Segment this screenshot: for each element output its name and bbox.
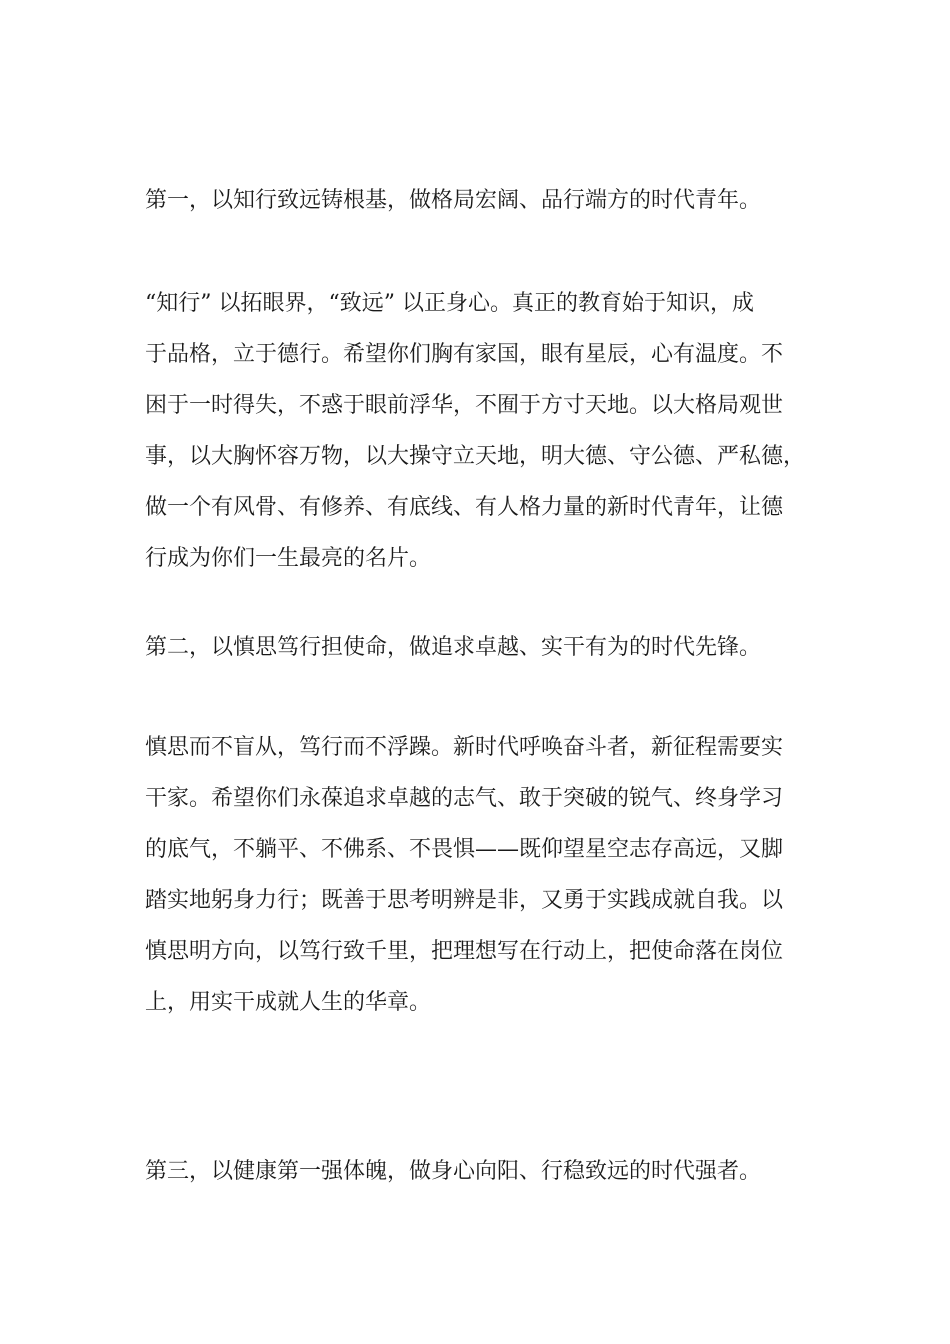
paragraph-1-line-4: 事，以大胸怀容万物，以大操守立天地，明大德、守公德、严私德， <box>145 444 806 469</box>
paragraph-2-line-6: 上，用实干成就人生的华章。 <box>145 990 432 1015</box>
paragraph-2-line-5: 慎思明方向，以笃行致千里，把理想写在行动上，把使命落在岗位 <box>145 939 784 964</box>
section-heading-2: 第二，以慎思笃行担使命，做追求卓越、实干有为的时代先锋。 <box>145 635 762 660</box>
section-heading-1: 第一，以知行致远铸根基，做格局宏阔、品行端方的时代青年。 <box>145 188 762 213</box>
paragraph-1-line-5: 做一个有风骨、有修养、有底线、有人格力量的新时代青年，让德 <box>145 495 784 520</box>
paragraph-1-line-6: 行成为你们一生最亮的名片。 <box>145 546 432 571</box>
paragraph-1-line-3: 困于一时得失，不惑于眼前浮华，不囿于方寸天地。以大格局观世 <box>145 393 784 418</box>
paragraph-2-line-4: 踏实地躬身力行；既善于思考明辨是非，又勇于实践成就自我。以 <box>145 888 784 913</box>
paragraph-2-line-1: 慎思而不盲从，笃行而不浮躁。新时代呼唤奋斗者，新征程需要实 <box>145 735 784 760</box>
paragraph-2-line-2: 干家。希望你们永葆追求卓越的志气、敢于突破的锐气、终身学习 <box>145 786 784 811</box>
paragraph-1-line-2: 于品格，立于德行。希望你们胸有家国，眼有星辰，心有温度。不 <box>145 342 784 367</box>
paragraph-1-line-1: “知行” 以拓眼界，“致远” 以正身心。真正的教育始于知识，成 <box>145 291 754 316</box>
paragraph-2-line-3: 的底气，不躺平、不佛系、不畏惧——既仰望星空志存高远，又脚 <box>145 837 784 862</box>
section-heading-3: 第三，以健康第一强体魄，做身心向阳、行稳致远的时代强者。 <box>145 1159 762 1184</box>
